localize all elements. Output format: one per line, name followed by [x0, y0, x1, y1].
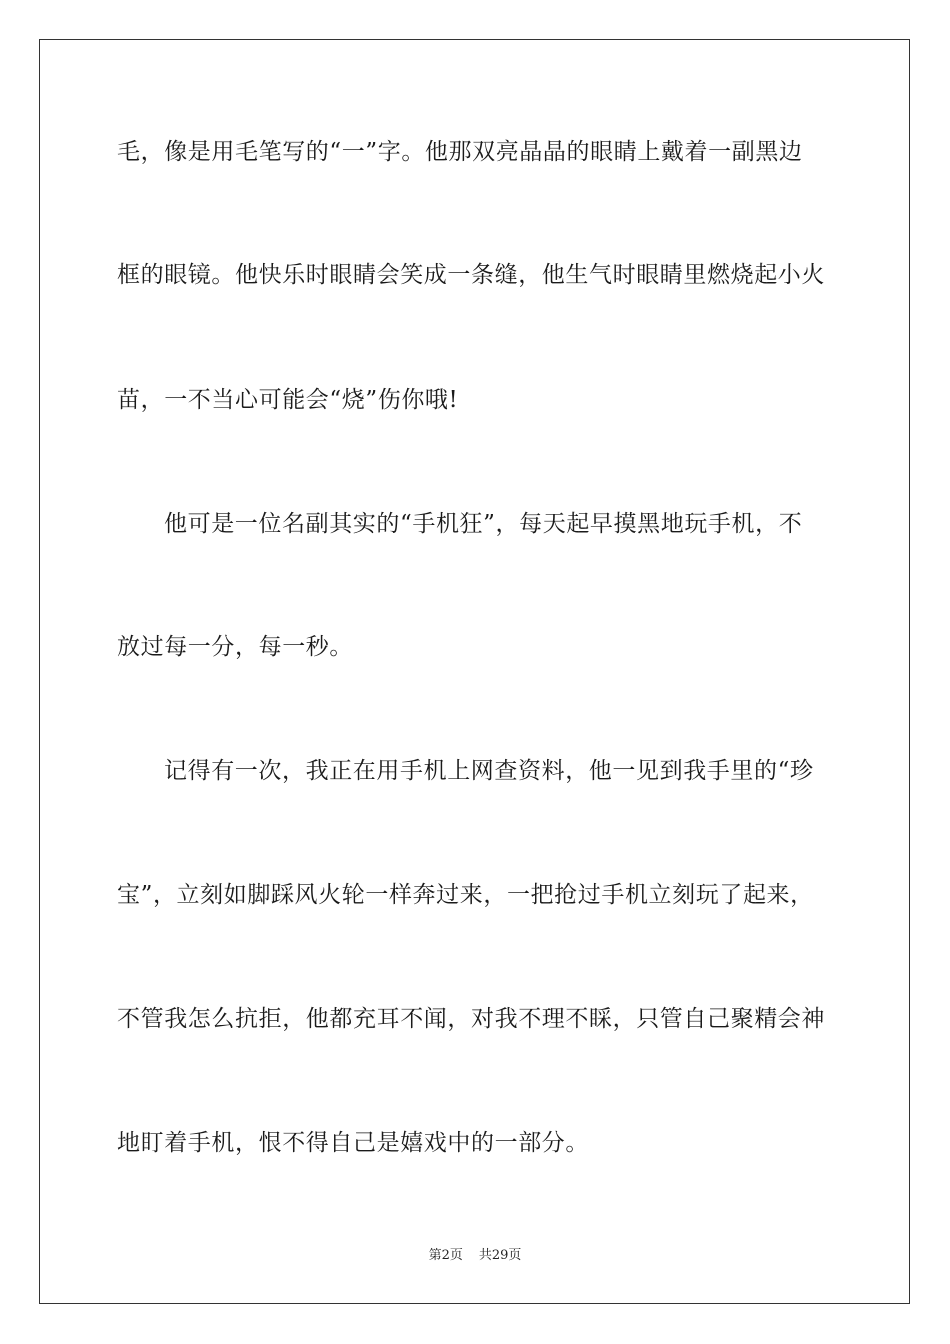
page-total: 共29页 — [478, 1248, 522, 1263]
text-line: 不管我怎么抗拒，他都充耳不闻，对我不理不睬，只管自己聚精会神 — [117, 1006, 825, 1032]
text-line: 毛，像是用毛笔写的“一”字。他那双亮晶晶的眼睛上戴着一副黑边 — [117, 139, 803, 165]
text-line: 苗，一不当心可能会“烧”伤你哦! — [117, 387, 459, 413]
page-frame — [39, 39, 910, 1304]
text-line: 宝”，立刻如脚踩风火轮一样奔过来，一把抢过手机立刻玩了起来， — [117, 882, 814, 908]
text-line: 放过每一分，每一秒。 — [117, 634, 353, 660]
text-line: 框的眼镜。他快乐时眼睛会笑成一条缝，他生气时眼睛里燃烧起小火 — [117, 262, 825, 288]
page-footer — [0, 1247, 950, 1265]
text-line: 地盯着手机，恨不得自己是嬉戏中的一部分。 — [117, 1130, 589, 1156]
paragraph-first-line: 记得有一次，我正在用手机上网查资料，他一见到我手里的“珍 — [164, 758, 814, 784]
page-number: 第2页 — [428, 1248, 463, 1263]
paragraph-first-line: 他可是一位名副其实的“手机狂”，每天起早摸黑地玩手机，不 — [164, 511, 803, 537]
